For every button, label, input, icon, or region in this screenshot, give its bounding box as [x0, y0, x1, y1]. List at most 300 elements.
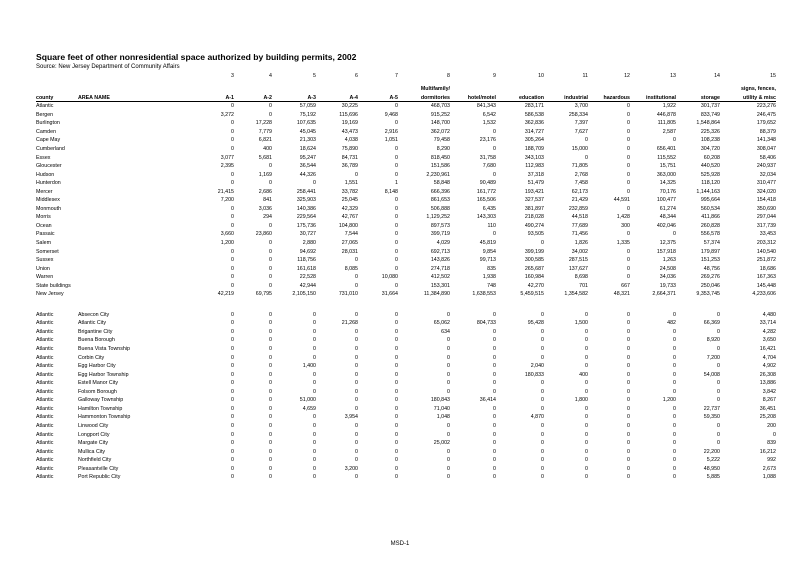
value-cell: 0: [355, 422, 358, 429]
value-cell: 0: [627, 205, 630, 212]
area-name-cell: Hamilton Township: [78, 405, 123, 412]
value-cell: 0: [395, 465, 398, 472]
area-name-cell: [78, 256, 178, 265]
value-cell: 22,528: [299, 274, 316, 281]
county-cell: Ocean: [36, 222, 52, 229]
value-cell: 0: [231, 137, 234, 144]
value-cell: 0: [627, 137, 630, 144]
county-row: [36, 145, 776, 154]
county-rows: [36, 102, 776, 299]
value-cell: 112,983: [525, 163, 544, 170]
value-cell: 490,274: [524, 222, 544, 229]
county-row: [36, 281, 776, 290]
value-cell: 748: [487, 282, 496, 289]
area-name-cell: [78, 179, 178, 188]
value-cell: 0: [585, 422, 588, 429]
value-cell: 161,772: [476, 188, 496, 195]
value-cell: 0: [673, 448, 676, 455]
column-number: 15: [770, 73, 776, 79]
value-cell: 33,714: [759, 320, 776, 327]
value-cell: 1,532: [482, 120, 496, 127]
county-cell: Atlantic: [36, 414, 54, 421]
value-cell: 0: [447, 388, 450, 395]
value-cell: 25,002: [433, 440, 450, 447]
value-cell: 0: [313, 431, 316, 438]
value-cell: 0: [313, 328, 316, 335]
value-cell: 42,270: [527, 282, 544, 289]
area-name-cell: Folsom Borough: [78, 388, 117, 395]
area-row: [36, 473, 776, 482]
value-cell: 14,325: [659, 180, 676, 187]
value-cell: 0: [355, 337, 358, 344]
value-cell: 841,343: [476, 103, 496, 110]
value-cell: 203,312: [756, 240, 776, 247]
value-cell: 0: [627, 128, 630, 135]
county-row: [36, 119, 776, 128]
value-cell: 2,395: [220, 163, 234, 170]
value-cell: 44,591: [613, 197, 630, 204]
area-name-cell: Mullica City: [78, 448, 106, 455]
value-cell: 0: [395, 448, 398, 455]
value-cell: 304,720: [700, 146, 720, 152]
value-cell: 1,428: [616, 214, 630, 221]
value-cell: 0: [673, 337, 676, 344]
header-multifamily-top: Multifamily/: [420, 86, 450, 92]
value-cell: 0: [447, 346, 450, 353]
value-cell: 36,451: [759, 405, 776, 412]
value-cell: 412,502: [430, 274, 450, 281]
value-cell: 0: [541, 457, 544, 464]
value-cell: 0: [395, 346, 398, 353]
value-cell: 15,751: [659, 163, 676, 170]
value-cell: 833,749: [700, 111, 720, 118]
value-cell: 0: [627, 414, 630, 421]
value-cell: 0: [231, 120, 234, 127]
value-cell: 6,542: [482, 111, 496, 118]
value-cell: 0: [355, 282, 358, 289]
value-cell: 10,080: [381, 274, 398, 281]
county-row: [36, 239, 776, 248]
value-cell: 4,233,606: [752, 291, 776, 298]
area-name-cell: [78, 102, 178, 111]
area-name-cell: Northfield City: [78, 457, 112, 464]
value-cell: 1,938: [482, 274, 496, 281]
value-cell: 2,230,961: [426, 171, 450, 178]
value-cell: 0: [395, 337, 398, 344]
value-cell: 0: [231, 422, 234, 429]
value-cell: 240,937: [756, 163, 776, 170]
value-cell: 0: [231, 248, 234, 255]
value-cell: 0: [717, 363, 720, 370]
value-cell: 36,544: [299, 163, 316, 170]
county-cell: Atlantic: [36, 354, 54, 361]
county-cell: Atlantic: [36, 465, 54, 472]
value-cell: 0: [541, 346, 544, 353]
area-name-cell: [78, 239, 178, 248]
value-cell: 34,036: [659, 274, 676, 281]
value-cell: 0: [313, 346, 316, 353]
value-cell: 506,888: [430, 205, 450, 212]
value-cell: 0: [269, 248, 272, 255]
value-cell: 0: [541, 465, 544, 472]
value-cell: 218,028: [524, 214, 544, 221]
column-number: 14: [714, 73, 720, 79]
value-cell: 7,627: [574, 128, 588, 135]
value-cell: 8,698: [574, 274, 588, 281]
value-cell: 0: [673, 414, 676, 421]
value-cell: 0: [673, 388, 676, 395]
area-name-cell: Galloway Township: [78, 397, 124, 404]
area-row: [36, 396, 776, 405]
value-cell: 33,453: [759, 231, 776, 238]
value-cell: 0: [395, 248, 398, 255]
value-cell: 0: [493, 328, 496, 335]
value-cell: 151,586: [430, 163, 450, 170]
value-cell: 0: [585, 311, 588, 318]
value-cell: 45,819: [479, 240, 496, 247]
value-cell: 0: [447, 363, 450, 370]
value-cell: 0: [395, 363, 398, 370]
value-cell: 0: [673, 137, 676, 144]
data-table: [36, 69, 776, 482]
value-cell: 200: [767, 422, 776, 429]
value-cell: 48,950: [703, 465, 720, 472]
value-cell: 0: [541, 405, 544, 412]
value-cell: 154,418: [756, 197, 776, 204]
value-cell: 0: [355, 328, 358, 335]
header-hazardous: hazardous: [588, 92, 630, 102]
column-number: 5: [313, 73, 316, 79]
value-cell: 0: [231, 414, 234, 421]
value-cell: 0: [231, 311, 234, 318]
value-cell: 0: [541, 474, 544, 481]
county-row: [36, 153, 776, 162]
value-cell: 22,200: [703, 448, 720, 455]
value-cell: 0: [673, 363, 676, 370]
value-cell: 0: [231, 146, 234, 152]
value-cell: 0: [585, 388, 588, 395]
value-cell: 294: [263, 214, 272, 221]
value-cell: 381,897: [524, 205, 544, 212]
value-cell: 21,429: [571, 197, 588, 204]
value-cell: 0: [355, 311, 358, 318]
value-cell: 0: [673, 431, 676, 438]
header-a3: A-3: [272, 92, 316, 102]
value-cell: 30,225: [341, 103, 358, 110]
county-cell: Bergen: [36, 111, 54, 118]
area-name-cell: Atlantic City: [78, 320, 106, 327]
value-cell: 0: [585, 346, 588, 353]
value-cell: 25,045: [341, 197, 358, 204]
value-cell: 95,247: [299, 154, 316, 161]
area-name-cell: [78, 222, 178, 231]
value-cell: 0: [541, 311, 544, 318]
value-cell: 0: [269, 363, 272, 370]
value-cell: 3,272: [220, 111, 234, 118]
value-cell: 283,171: [524, 103, 544, 110]
value-cell: 0: [313, 414, 316, 421]
value-cell: 0: [493, 380, 496, 387]
value-cell: 0: [447, 337, 450, 344]
value-cell: 9,854: [482, 248, 496, 255]
value-cell: 157,918: [656, 248, 676, 255]
value-cell: 7,779: [258, 128, 272, 135]
value-cell: 223,276: [756, 103, 776, 110]
value-cell: 0: [269, 448, 272, 455]
value-cell: 1,826: [574, 240, 588, 247]
value-cell: 0: [231, 171, 234, 178]
value-cell: 0: [355, 397, 358, 404]
value-cell: 0: [313, 371, 316, 378]
value-cell: 0: [269, 422, 272, 429]
value-cell: 95,428: [527, 320, 544, 327]
value-cell: 0: [493, 346, 496, 353]
county-cell: Union: [36, 265, 50, 272]
value-cell: 305,264: [524, 137, 544, 144]
value-cell: 0: [627, 371, 630, 378]
value-cell: 0: [395, 371, 398, 378]
value-cell: 818,450: [430, 154, 450, 161]
value-cell: 0: [395, 257, 398, 264]
value-cell: 7,397: [574, 120, 588, 127]
value-cell: 175,736: [296, 222, 316, 229]
value-cell: 2,686: [258, 188, 272, 195]
area-name-cell: [78, 136, 178, 145]
value-cell: 0: [395, 163, 398, 170]
value-cell: 21,268: [341, 320, 358, 327]
area-name-cell: [78, 281, 178, 290]
value-cell: 0: [395, 222, 398, 229]
value-cell: 440,520: [700, 163, 720, 170]
value-cell: 350,690: [756, 205, 776, 212]
value-cell: 666,396: [430, 188, 450, 195]
value-cell: 0: [395, 474, 398, 481]
value-cell: 0: [269, 405, 272, 412]
value-cell: 0: [269, 163, 272, 170]
value-cell: 66,369: [703, 320, 720, 327]
header-a5: A-5: [358, 92, 398, 102]
value-cell: 0: [269, 240, 272, 247]
value-cell: 0: [395, 282, 398, 289]
value-cell: 84,731: [341, 154, 358, 161]
area-row: [36, 430, 776, 439]
value-cell: 0: [395, 422, 398, 429]
value-cell: 0: [269, 111, 272, 118]
value-cell: 51,000: [299, 397, 316, 404]
area-name-cell: [78, 213, 178, 222]
value-cell: 468,703: [430, 103, 450, 110]
value-cell: 0: [627, 163, 630, 170]
header-area-name: AREA NAME: [78, 92, 178, 102]
value-cell: 1,200: [220, 240, 234, 247]
value-cell: 399,199: [524, 248, 544, 255]
value-cell: 229,564: [296, 214, 316, 221]
value-cell: 915,252: [430, 111, 450, 118]
area-row: [36, 456, 776, 465]
source-note: Source: New Jersey Department of Community Affairs: [36, 64, 180, 70]
value-cell: 0: [269, 388, 272, 395]
value-cell: 0: [627, 337, 630, 344]
value-cell: 1,200: [662, 397, 676, 404]
value-cell: 11,384,890: [423, 291, 450, 298]
value-cell: 0: [395, 103, 398, 110]
value-cell: 0: [585, 405, 588, 412]
value-cell: 0: [313, 180, 316, 187]
value-cell: 4,480: [762, 311, 776, 318]
value-cell: 21,303: [299, 137, 316, 144]
value-cell: 1,500: [574, 320, 588, 327]
value-cell: 0: [627, 274, 630, 281]
value-cell: 8,290: [436, 146, 450, 152]
value-cell: 62,173: [571, 188, 588, 195]
county-cell: Atlantic: [36, 431, 54, 438]
value-cell: 0: [627, 188, 630, 195]
value-cell: 0: [447, 354, 450, 361]
value-cell: 48,344: [659, 214, 676, 221]
header-row: [36, 92, 776, 102]
column-number: 12: [624, 73, 630, 79]
header-utility-misc: utility & misc: [720, 92, 776, 102]
value-cell: 0: [231, 205, 234, 212]
value-cell: 0: [231, 282, 234, 289]
value-cell: 0: [627, 346, 630, 353]
county-cell: Hunterdon: [36, 180, 61, 187]
area-row: [36, 370, 776, 379]
value-cell: 0: [673, 440, 676, 447]
value-cell: 94,692: [299, 248, 316, 255]
value-cell: 0: [231, 371, 234, 378]
county-row: [36, 213, 776, 222]
value-cell: 0: [269, 414, 272, 421]
county-cell: Warren: [36, 274, 54, 281]
value-cell: 153,301: [430, 282, 450, 289]
value-cell: 0: [447, 311, 450, 318]
value-cell: 75,890: [341, 146, 358, 152]
value-cell: 0: [231, 457, 234, 464]
value-cell: 42,219: [217, 291, 234, 298]
value-cell: 0: [395, 440, 398, 447]
value-cell: 57,059: [299, 103, 316, 110]
value-cell: 0: [627, 265, 630, 272]
value-cell: 7,680: [482, 163, 496, 170]
value-cell: 0: [447, 422, 450, 429]
value-cell: 24,508: [659, 265, 676, 272]
value-cell: 0: [231, 405, 234, 412]
area-name-cell: [78, 196, 178, 205]
value-cell: 804,733: [476, 320, 496, 327]
value-cell: 111,805: [657, 120, 676, 127]
value-cell: 0: [313, 422, 316, 429]
value-cell: 0: [395, 120, 398, 127]
county-row: [36, 247, 776, 256]
value-cell: 0: [355, 405, 358, 412]
value-cell: 1,048: [436, 414, 450, 421]
value-cell: 0: [231, 222, 234, 229]
value-cell: 0: [673, 380, 676, 387]
value-cell: 0: [355, 171, 358, 178]
value-cell: 26,308: [759, 371, 776, 378]
value-cell: 0: [313, 320, 316, 327]
value-cell: 0: [447, 431, 450, 438]
value-cell: 0: [541, 354, 544, 361]
value-cell: 8,267: [762, 397, 776, 404]
county-cell: Morris: [36, 214, 51, 221]
value-cell: 7,200: [220, 197, 234, 204]
value-cell: 31,664: [381, 291, 398, 298]
value-cell: 841: [263, 197, 272, 204]
value-cell: 31,758: [479, 154, 496, 161]
county-cell: Essex: [36, 154, 51, 161]
county-row: [36, 230, 776, 239]
value-cell: 0: [395, 320, 398, 327]
county-cell: Atlantic: [36, 371, 54, 378]
value-cell: 0: [585, 363, 588, 370]
column-number: 7: [395, 73, 398, 79]
value-cell: 8,085: [344, 265, 358, 272]
value-cell: 2,587: [662, 128, 676, 135]
value-cell: 0: [269, 397, 272, 404]
value-cell: 0: [585, 465, 588, 472]
value-cell: 0: [493, 448, 496, 455]
value-cell: 9,353,745: [696, 291, 720, 298]
value-cell: 110: [487, 222, 496, 229]
county-row: [36, 205, 776, 214]
county-cell: Atlantic: [36, 448, 54, 455]
value-cell: 0: [493, 440, 496, 447]
value-cell: 0: [673, 405, 676, 412]
value-cell: 2,916: [384, 128, 398, 135]
value-cell: 60,208: [703, 154, 720, 161]
value-cell: 0: [231, 388, 234, 395]
value-cell: 0: [231, 380, 234, 387]
value-cell: 0: [355, 371, 358, 378]
value-cell: 0: [231, 320, 234, 327]
value-cell: 0: [493, 337, 496, 344]
value-cell: 0: [493, 388, 496, 395]
value-cell: 0: [395, 154, 398, 161]
value-cell: 51,479: [527, 180, 544, 187]
value-cell: 0: [541, 240, 544, 247]
value-cell: 3,954: [344, 414, 358, 421]
value-cell: 0: [355, 448, 358, 455]
value-cell: 0: [541, 397, 544, 404]
value-cell: 1: [395, 180, 398, 187]
value-cell: 839: [767, 440, 776, 447]
value-cell: 0: [493, 171, 496, 178]
value-cell: 180,833: [524, 371, 544, 378]
value-cell: 560,534: [700, 205, 720, 212]
value-cell: 0: [673, 346, 676, 353]
value-cell: 71,456: [571, 231, 588, 238]
value-cell: 0: [673, 311, 676, 318]
value-cell: 3,036: [258, 205, 272, 212]
value-cell: 15,000: [571, 146, 588, 152]
value-cell: 0: [541, 337, 544, 344]
county-row: [36, 264, 776, 273]
county-cell: Cumberland: [36, 146, 65, 152]
value-cell: 324,020: [756, 188, 776, 195]
value-cell: 88,379: [759, 128, 776, 135]
county-row: [36, 136, 776, 145]
value-cell: 0: [395, 431, 398, 438]
value-cell: 0: [355, 257, 358, 264]
value-cell: 1,335: [616, 240, 630, 247]
area-row: [36, 405, 776, 414]
value-cell: 167,363: [756, 274, 776, 281]
value-cell: 13,886: [759, 380, 776, 387]
value-cell: 0: [541, 380, 544, 387]
area-row: [36, 311, 776, 320]
